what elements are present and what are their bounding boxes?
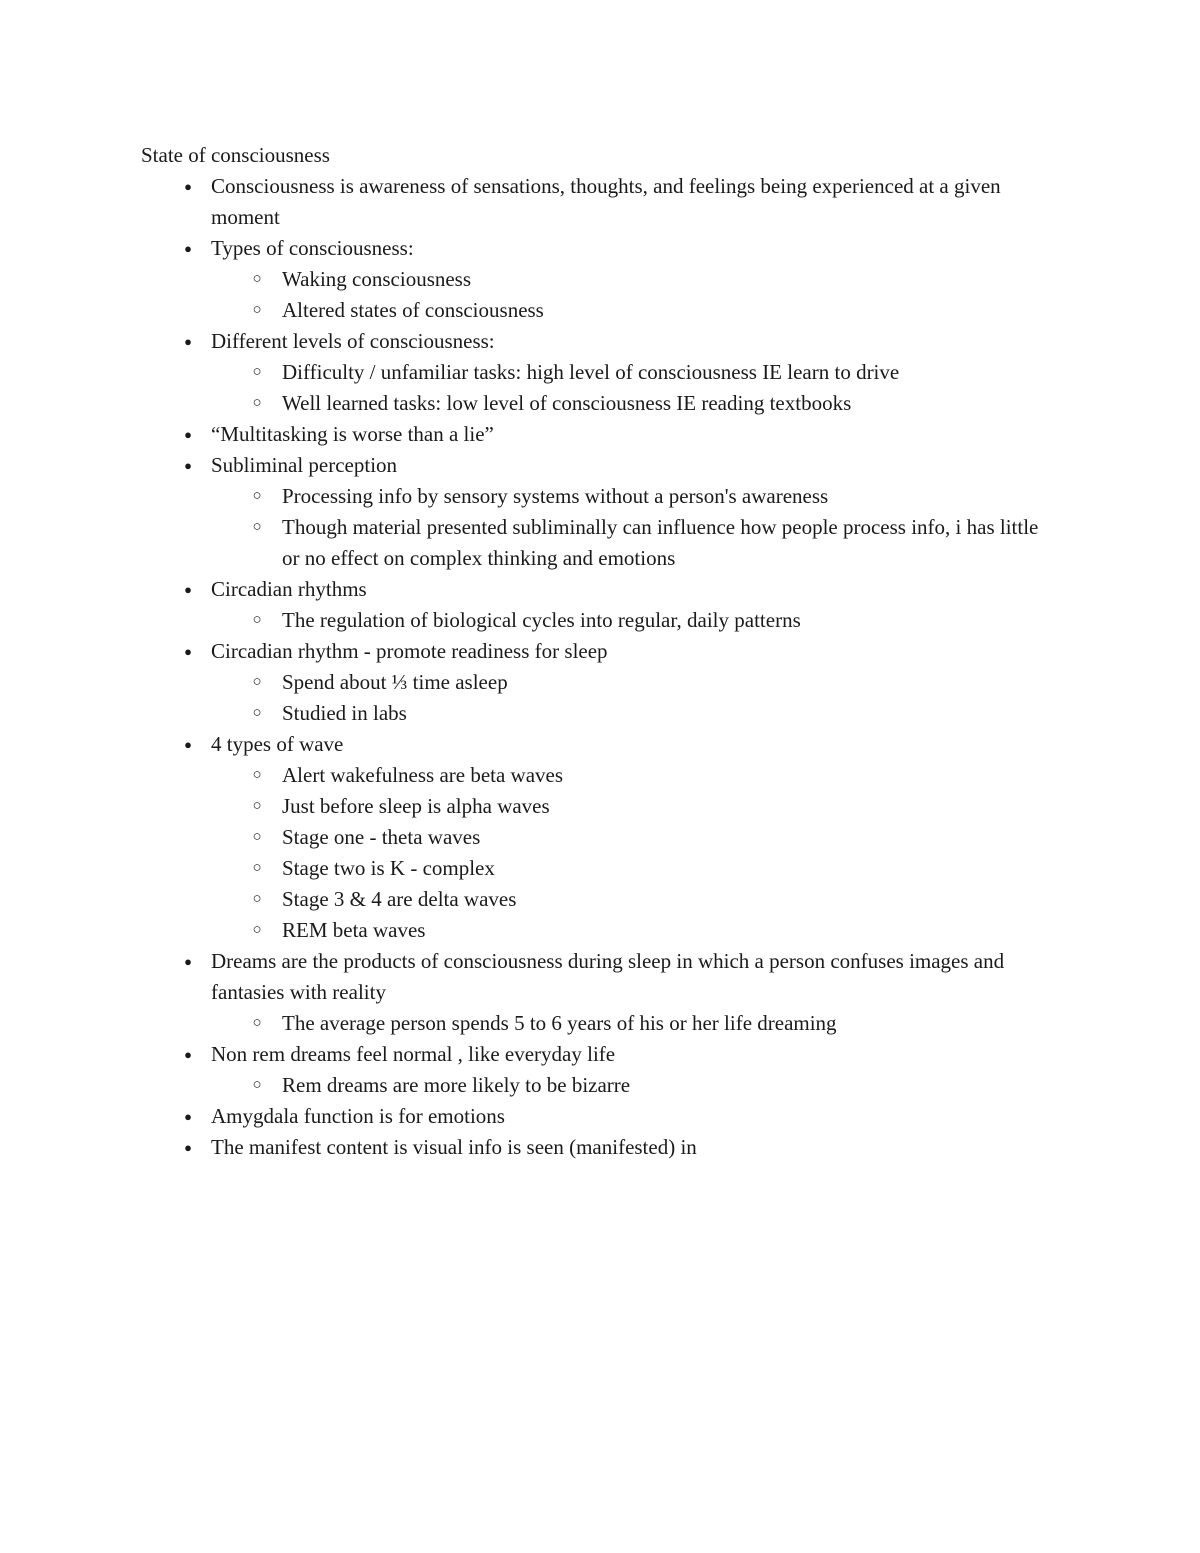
bullet-icon: ● <box>184 582 192 597</box>
circle-bullet-icon: ○ <box>252 519 262 535</box>
sub-list-item-text: Though material presented subliminally can influence how people process info, i has little or no effect on complex thinking and emotions <box>282 515 1039 570</box>
sub-list-item-text: The regulation of biological cycles into regular, daily patterns <box>282 608 801 632</box>
list-item <box>141 729 1061 946</box>
sub-list <box>211 357 1061 419</box>
sub-list-item-text: Difficulty / unfamiliar tasks: high level of consciousness IE learn to drive <box>282 360 900 384</box>
sub-list-item <box>141 698 1061 729</box>
list-item-text: Circadian rhythms <box>211 577 367 601</box>
sub-list <box>211 1008 1061 1039</box>
list-item-text: Non rem dreams feel normal , like everyday life <box>211 1042 616 1066</box>
circle-bullet-icon: ○ <box>252 1077 262 1093</box>
sub-list <box>211 760 1061 946</box>
sub-list-item <box>141 1008 1061 1039</box>
sub-list-item-text: Stage 3 & 4 are delta waves <box>282 887 517 911</box>
bullet-icon: ● <box>184 1109 192 1124</box>
sub-list-item <box>141 853 1061 884</box>
circle-bullet-icon: ○ <box>252 1015 262 1031</box>
document-page <box>141 140 1061 1163</box>
list-item <box>141 171 1061 233</box>
sub-list-item-text: Alert wakefulness are beta waves <box>282 763 564 787</box>
list-item <box>141 450 1061 574</box>
circle-bullet-icon: ○ <box>252 612 262 628</box>
bullet-icon: ● <box>184 458 192 473</box>
bullet-icon: ● <box>184 1140 192 1155</box>
circle-bullet-icon: ○ <box>252 705 262 721</box>
sub-list-item <box>141 884 1061 915</box>
circle-bullet-icon: ○ <box>252 922 262 938</box>
list-item-text: “Multitasking is worse than a lie” <box>211 422 494 446</box>
bullet-icon: ● <box>184 179 192 194</box>
sub-list-item-text: Processing info by sensory systems without a person's awareness <box>282 484 829 508</box>
sub-list-item-text: Stage one - theta waves <box>282 825 481 849</box>
sub-list-item <box>141 822 1061 853</box>
list-item-text: Circadian rhythm - promote readiness for sleep <box>211 639 608 663</box>
list-item <box>141 1101 1061 1132</box>
sub-list <box>211 264 1061 326</box>
bullet-list <box>141 171 1061 1163</box>
sub-list-item <box>141 295 1061 326</box>
list-item-text: 4 types of wave <box>211 732 344 756</box>
bullet-icon: ● <box>184 427 192 442</box>
list-item <box>141 636 1061 729</box>
sub-list-item <box>141 388 1061 419</box>
sub-list-item <box>141 481 1061 512</box>
sub-list-item <box>141 264 1061 295</box>
sub-list-item <box>141 667 1061 698</box>
page-title: State of consciousness <box>141 143 330 167</box>
list-item-text: Consciousness is awareness of sensations, thoughts, and feelings being experienced at a given moment <box>211 174 1001 229</box>
sub-list-item-text: The average person spends 5 to 6 years of his or her life dreaming <box>282 1011 837 1035</box>
bullet-icon: ● <box>184 954 192 969</box>
list-item <box>141 1132 1061 1163</box>
circle-bullet-icon: ○ <box>252 829 262 845</box>
list-item-text: The manifest content is visual info is seen (manifested) in <box>211 1135 697 1159</box>
sub-list-item <box>141 760 1061 791</box>
sub-list-item-text: Altered states of consciousness <box>282 298 544 322</box>
list-item <box>141 233 1061 326</box>
circle-bullet-icon: ○ <box>252 798 262 814</box>
sub-list-item-text: Spend about ⅓ time asleep <box>282 670 508 694</box>
bullet-icon: ● <box>184 737 192 752</box>
sub-list <box>211 481 1061 574</box>
sub-list <box>211 667 1061 729</box>
list-item-text: Different levels of consciousness: <box>211 329 495 353</box>
sub-list-item-text: Studied in labs <box>282 701 407 725</box>
circle-bullet-icon: ○ <box>252 364 262 380</box>
list-item-text: Amygdala function is for emotions <box>211 1104 505 1128</box>
list-item-text: Subliminal perception <box>211 453 398 477</box>
list-item <box>141 574 1061 636</box>
list-item <box>141 946 1061 1039</box>
sub-list-item <box>141 512 1061 574</box>
bullet-icon: ● <box>184 644 192 659</box>
sub-list-item-text: Rem dreams are more likely to be bizarre <box>282 1073 631 1097</box>
sub-list-item-text: Waking consciousness <box>282 267 472 291</box>
sub-list-item-text: Well learned tasks: low level of consciousness IE reading textbooks <box>282 391 852 415</box>
bullet-icon: ● <box>184 334 192 349</box>
bullet-icon: ● <box>184 241 192 256</box>
circle-bullet-icon: ○ <box>252 488 262 504</box>
sub-list-item <box>141 1070 1061 1101</box>
sub-list-item <box>141 605 1061 636</box>
list-item <box>141 1039 1061 1101</box>
sub-list-item-text: REM beta waves <box>282 918 426 942</box>
circle-bullet-icon: ○ <box>252 674 262 690</box>
sub-list-item-text: Stage two is K - complex <box>282 856 495 880</box>
sub-list-item-text: Just before sleep is alpha waves <box>282 794 550 818</box>
list-item-text: Types of consciousness: <box>211 236 414 260</box>
circle-bullet-icon: ○ <box>252 271 262 287</box>
sub-list-item <box>141 357 1061 388</box>
circle-bullet-icon: ○ <box>252 302 262 318</box>
circle-bullet-icon: ○ <box>252 767 262 783</box>
bullet-icon: ● <box>184 1047 192 1062</box>
circle-bullet-icon: ○ <box>252 395 262 411</box>
sub-list <box>211 605 1061 636</box>
sub-list-item <box>141 915 1061 946</box>
list-item-text: Dreams are the products of consciousness during sleep in which a person confuses images and fantasies with reality <box>211 949 1005 1004</box>
circle-bullet-icon: ○ <box>252 860 262 876</box>
list-item <box>141 419 1061 450</box>
circle-bullet-icon: ○ <box>252 891 262 907</box>
sub-list <box>211 1070 1061 1101</box>
sub-list-item <box>141 791 1061 822</box>
list-item <box>141 326 1061 419</box>
